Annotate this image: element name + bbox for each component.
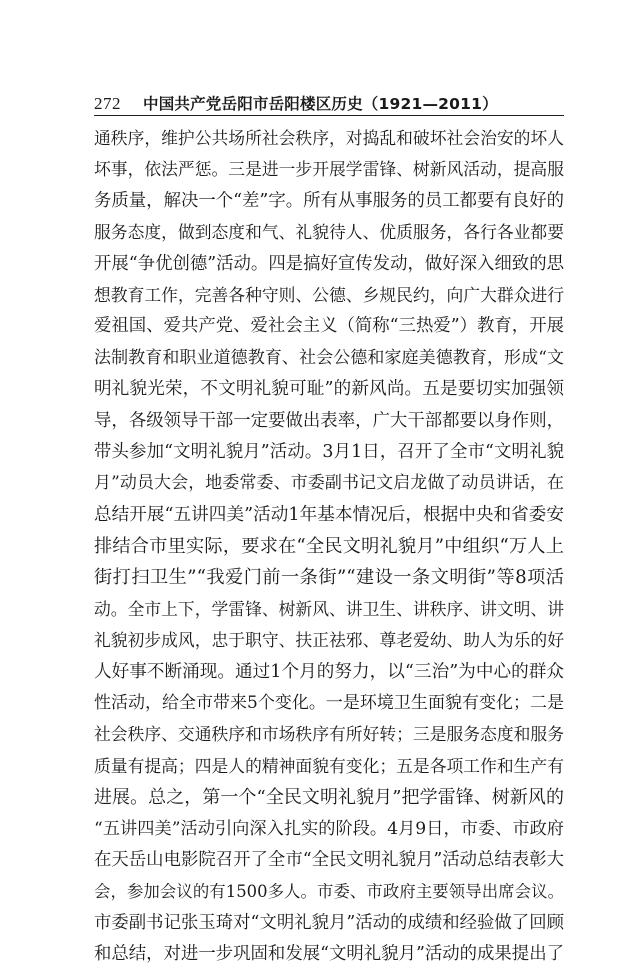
text-line: 通秩序，维护公共场所社会秩序，对捣乱和破坏社会治安的坏人 bbox=[94, 128, 564, 148]
page-number: 272 bbox=[94, 94, 121, 113]
page-header bbox=[94, 82, 564, 112]
text-line: 排结合市里实际，要求在“全民文明礼貌月”中组织“万人上 bbox=[94, 536, 564, 558]
text-line: 坏事，依法严惩。三是进一步开展学雷锋、树新风活动，提高服 bbox=[94, 159, 564, 180]
text-line: 法制教育和职业道德教育、社会公德和家庭美德教育，形成“文 bbox=[94, 347, 564, 368]
text-line: 进展。总之，第一个“全民文明礼貌月”把学雷锋、树新风的 bbox=[94, 787, 564, 809]
text-line: 开展“争优创德”活动。四是搞好宣传发动，做好深入细致的思 bbox=[94, 253, 564, 274]
running-title: 中国共产党岳阳市岳阳楼区历史（1921—2011） bbox=[143, 94, 498, 113]
text-line: 导，各级领导干部一定要做出表率，广大干部都要以身作则， bbox=[94, 410, 564, 431]
text-line: 在天岳山电影院召开了全市“全民文明礼貌月”活动总结表彰大 bbox=[94, 849, 564, 870]
text-line: 总结开展“五讲四美”活动1年基本情况后，根据中央和省委安 bbox=[94, 504, 564, 525]
body-text bbox=[94, 123, 564, 971]
text-line: 市委副书记张玉琦对“文明礼貌月”活动的成绩和经验做了回顾 bbox=[94, 912, 564, 933]
text-line: 和总结，对进一步巩固和发展“文明礼貌月”活动的成果提出了 bbox=[94, 944, 564, 965]
text-line: 动。全市上下，学雷锋、树新风、讲卫生、讲秩序、讲文明、讲 bbox=[94, 598, 564, 619]
text-line: 性活动，给全市带来5个变化。一是环境卫生面貌有变化；二是 bbox=[94, 693, 564, 714]
text-line: 街打扫卫生”“我爱门前一条街”“建设一条文明街”等8项活 bbox=[94, 567, 564, 589]
text-line: “五讲四美”活动引向深入扎实的阶段。4月9日，市委、市政府 bbox=[94, 818, 564, 839]
text-line: 人好事不断涌现。通过1个月的努力，以“三治”为中心的群众 bbox=[94, 661, 564, 682]
text-line: 月”动员大会，地委常委、市委副书记文启龙做了动员讲话，在 bbox=[94, 473, 564, 494]
text-line: 质量有提高；四是人的精神面貌有变化；五是各项工作和生产有 bbox=[94, 755, 564, 776]
text-line: 务质量，解决一个“差”字。所有从事服务的员工都要有良好的 bbox=[94, 190, 564, 211]
text-line: 带头参加“文明礼貌月”活动。3月1日，召开了全市“文明礼貌 bbox=[94, 441, 564, 462]
text-line: 明礼貌光荣，不文明礼貌可耻”的新风尚。五是要切实加强领 bbox=[94, 379, 564, 400]
text-line: 服务态度，做到态度和气、礼貌待人、优质服务，各行各业都要 bbox=[94, 222, 564, 243]
text-line: 社会秩序、交通秩序和市场秩序有所好转；三是服务态度和服务 bbox=[94, 724, 564, 745]
text-line: 礼貌初步成风，忠于职守、扶正祛邪、尊老爱幼、助人为乐的好 bbox=[94, 630, 564, 651]
text-line: 爱祖国、爱共产党、爱社会主义（简称“三热爱”）教育，开展 bbox=[94, 316, 564, 337]
text-line: 会，参加会议的有1500多人。市委、市政府主要领导出席会议。 bbox=[94, 882, 564, 902]
text-line: 想教育工作，完善各种守则、公德、乡规民约，向广大群众进行 bbox=[94, 284, 564, 305]
header-rule bbox=[94, 115, 564, 116]
